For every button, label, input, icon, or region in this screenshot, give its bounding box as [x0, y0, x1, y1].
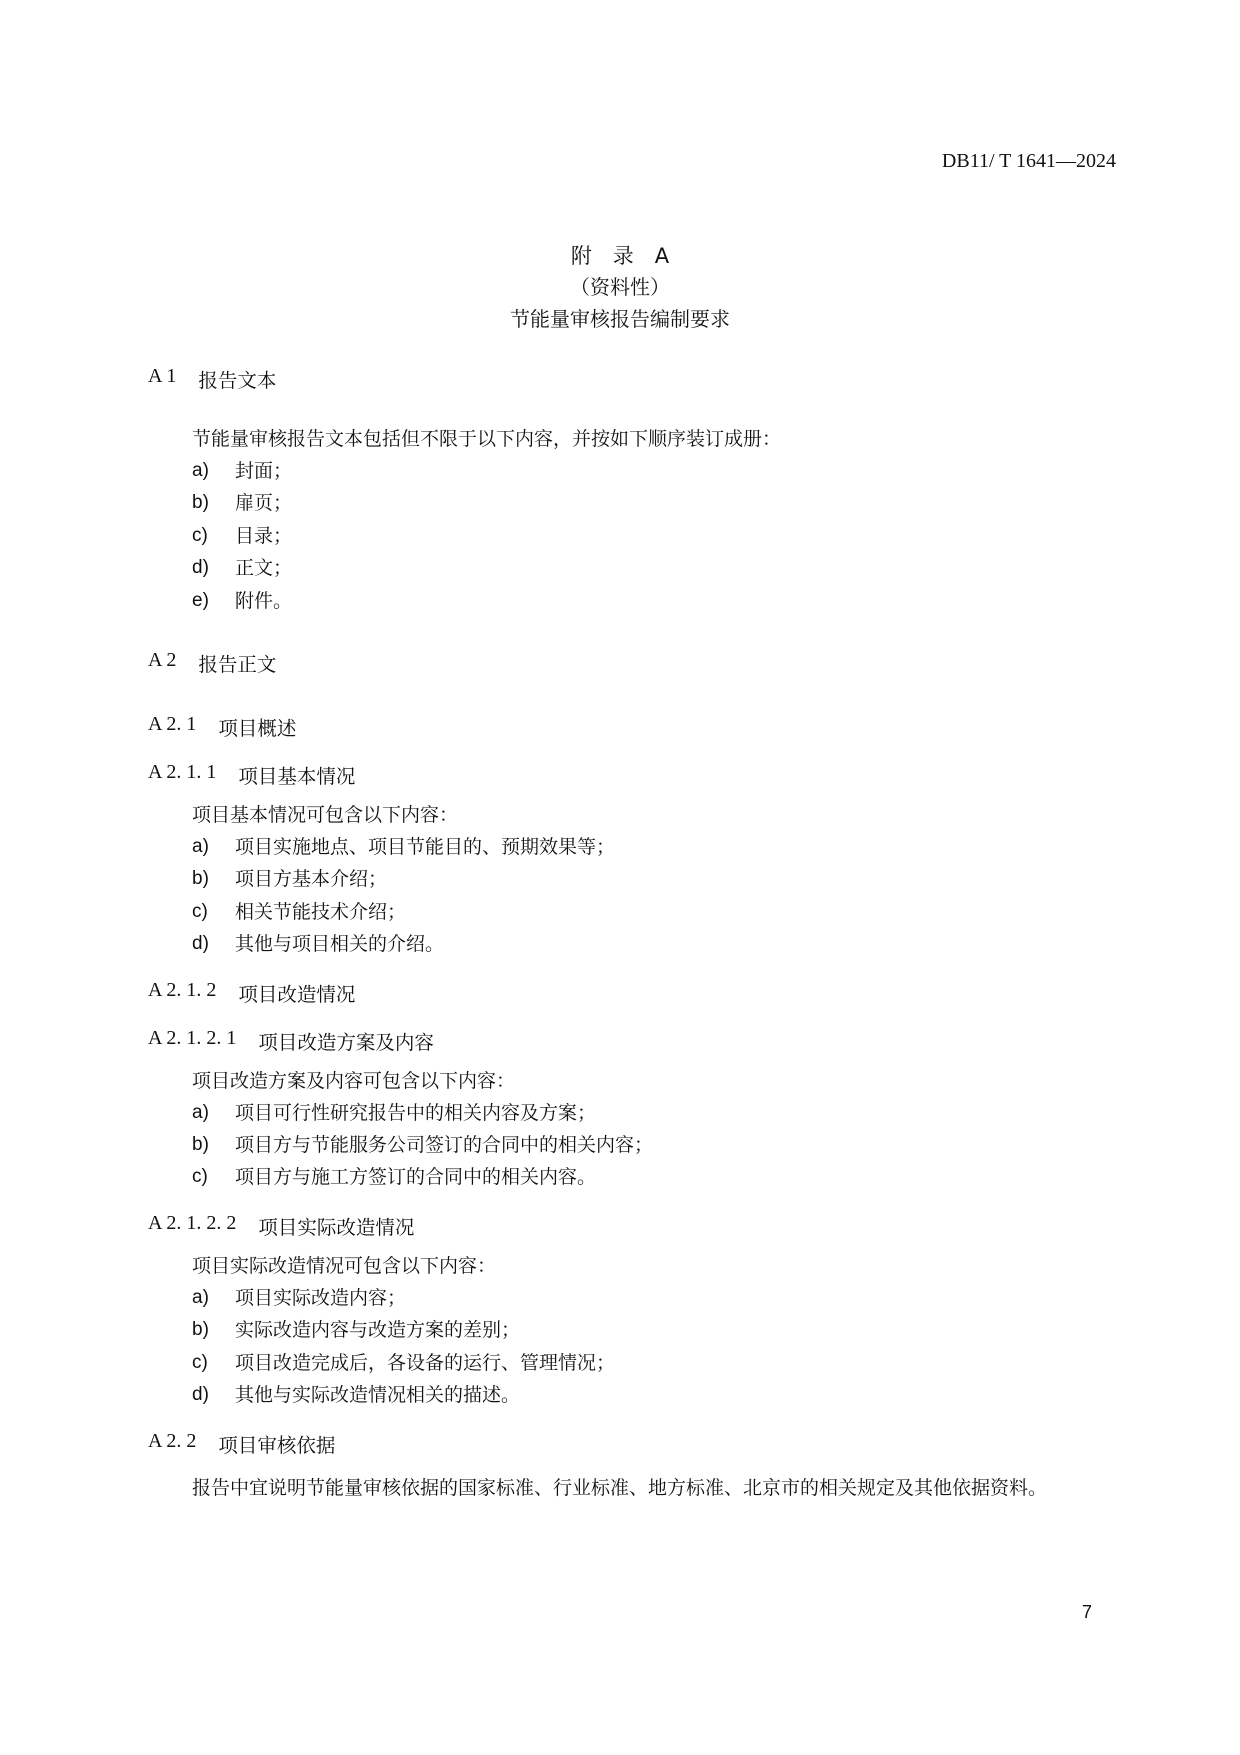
list: [148, 455, 1118, 617]
list-item: [192, 896, 1118, 928]
appendix-name: 节能量审核报告编制要求: [510, 307, 730, 331]
list-item-text: 目录；: [235, 524, 293, 547]
section-title: 项目改造情况: [238, 982, 356, 1006]
document-body: [148, 365, 1118, 1504]
section-paragraph: 报告中宜说明节能量审核依据的国家标准、行业标准、地方标准、北京市的相关规定及其他依据资料。: [192, 1476, 1048, 1499]
section-title: 项目基本情况: [238, 765, 356, 789]
list-item-text: 项目实施地点、项目节能目的、预期效果等；: [235, 836, 616, 859]
list-item-text: 项目可行性研究报告中的相关内容及方案；: [235, 1101, 597, 1124]
list-item-text: 附件。: [235, 589, 293, 612]
list-item: [192, 585, 1118, 617]
list-item: [192, 831, 1118, 863]
section-paragraph: 项目改造方案及内容可包含以下内容：: [192, 1069, 516, 1092]
list-marker: a): [192, 1286, 209, 1308]
list-item-text: 项目方与施工方签订的合同中的相关内容。: [235, 1166, 597, 1189]
list-item: [192, 1379, 1118, 1411]
list-item-text: 扉页；: [235, 492, 293, 515]
list-marker: c): [192, 1351, 208, 1373]
list-marker: b): [192, 1319, 209, 1341]
list-item-text: 项目改造完成后，各设备的运行、管理情况；: [235, 1351, 616, 1374]
list-item: [192, 1347, 1118, 1379]
list-item-text: 相关节能技术介绍；: [235, 900, 407, 923]
list-marker: b): [192, 868, 209, 890]
list-item-text: 正文；: [235, 557, 293, 580]
section-number: A 2. 1. 2. 1: [148, 1026, 237, 1049]
section-heading: [148, 713, 1118, 741]
page-number: 7: [1081, 1602, 1092, 1622]
section-title: 报告文本: [198, 369, 277, 392]
list-item: [192, 455, 1118, 487]
appendix-title: 附 录 A: [570, 244, 670, 268]
list-item-text: 实际改造内容与改造方案的差别；: [235, 1319, 521, 1342]
list: [148, 831, 1118, 961]
list-marker: c): [192, 524, 208, 546]
list: [148, 1097, 1118, 1194]
section-heading: [148, 1430, 1118, 1458]
section-number: A 2. 2: [148, 1429, 197, 1452]
section-number: A 2. 1. 2. 2: [148, 1211, 237, 1234]
list-item: [192, 1314, 1118, 1346]
section-heading: [148, 1027, 1118, 1055]
section-number: A 1: [148, 365, 177, 387]
list-marker: b): [192, 492, 209, 514]
list-item-text: 项目方与节能服务公司签订的合同中的相关内容；: [235, 1134, 654, 1157]
list-item: [192, 520, 1118, 552]
list-marker: a): [192, 1101, 209, 1123]
standard-code: DB11/ T 1641—2024: [941, 150, 1116, 172]
section-heading: [148, 365, 1118, 393]
list-marker: c): [192, 1166, 208, 1188]
list-item: [192, 1097, 1118, 1129]
section-paragraph: 项目基本情况可包含以下内容：: [192, 804, 459, 827]
section-number: A 2. 1: [148, 713, 197, 736]
list-marker: a): [192, 836, 209, 858]
list-item: [192, 552, 1118, 584]
section-number: A 2: [148, 649, 177, 672]
section-heading: [148, 1212, 1118, 1240]
section-title: 项目实际改造情况: [258, 1215, 415, 1239]
list: [148, 1282, 1118, 1412]
section-number: A 2. 1. 1: [148, 761, 217, 784]
section-title: 项目审核依据: [218, 1433, 336, 1457]
list-item: [192, 487, 1118, 519]
list-marker: a): [192, 460, 209, 481]
section-paragraph: 项目实际改造情况可包含以下内容：: [192, 1254, 497, 1277]
list-item-text: 项目实际改造内容；: [235, 1286, 407, 1309]
list-marker: c): [192, 900, 208, 922]
section-title: 项目改造方案及内容: [258, 1030, 434, 1054]
list-marker: b): [192, 1134, 209, 1156]
section-number: A 2. 1. 2: [148, 978, 217, 1001]
section-paragraph: 节能量审核报告文本包括但不限于以下内容，并按如下顺序装订成册：: [192, 428, 782, 450]
list-item: [192, 928, 1118, 960]
list-item-text: 项目方基本介绍；: [235, 868, 388, 891]
section-heading: [148, 649, 1118, 677]
list-item: [192, 863, 1118, 895]
list-marker: d): [192, 1384, 209, 1406]
list-marker: d): [192, 557, 209, 579]
section-heading: [148, 761, 1118, 789]
list-marker: d): [192, 933, 209, 955]
list-item: [192, 1129, 1118, 1161]
list-item: [192, 1282, 1118, 1314]
list-item-text: 其他与项目相关的介绍。: [235, 933, 445, 956]
section-heading: [148, 979, 1118, 1007]
appendix-nature: （资料性）: [570, 275, 670, 299]
section-title: 报告正文: [198, 653, 277, 677]
list-marker: e): [192, 589, 209, 611]
list-item: [192, 1161, 1118, 1193]
list-item-text: 封面；: [235, 460, 293, 482]
list-item-text: 其他与实际改造情况相关的描述。: [235, 1384, 521, 1407]
section-title: 项目概述: [218, 717, 297, 741]
